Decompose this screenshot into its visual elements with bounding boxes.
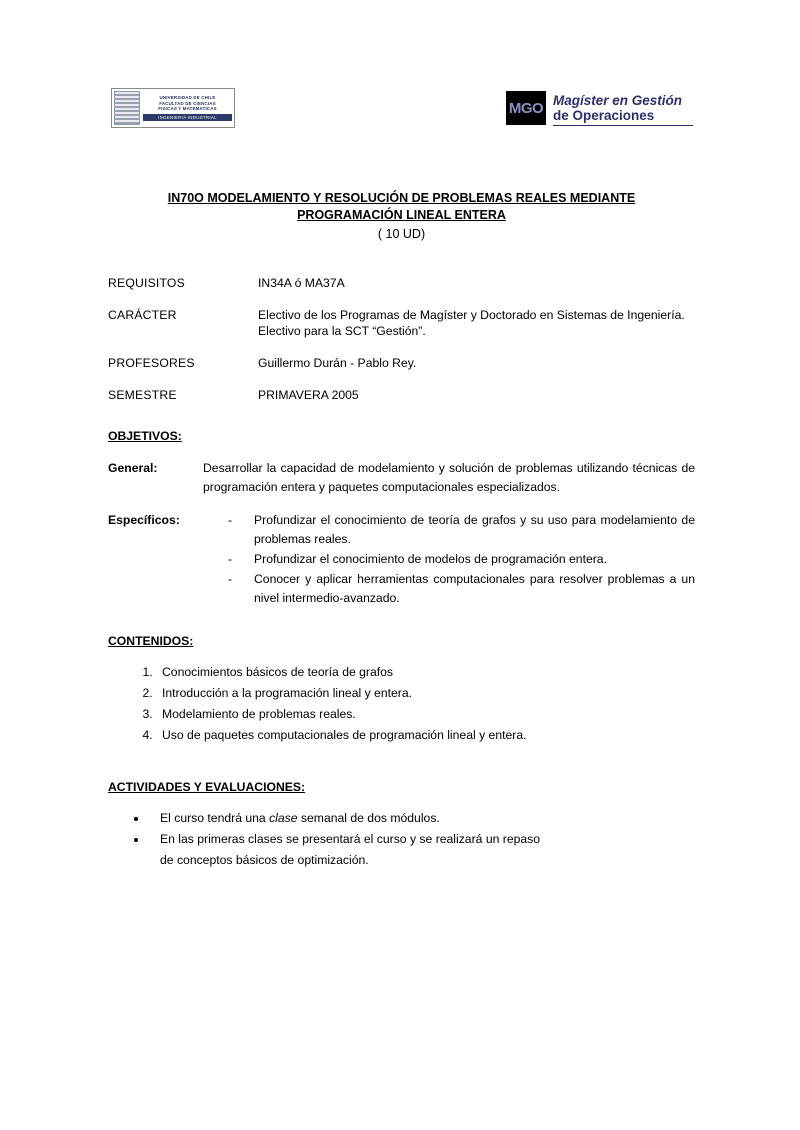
title-line-1: IN70O MODELAMIENTO Y RESOLUCIÓN DE PROBLEMAS REALES MEDIANTE [167, 191, 636, 205]
info-value-requisitos: IN34A ó MA37A [258, 276, 345, 290]
objetivo-general-label: General: [108, 461, 158, 475]
list-item-text-italic: clase [269, 811, 298, 825]
dash-marker: - [228, 513, 233, 527]
section-heading-contenidos: CONTENIDOS: [108, 634, 194, 648]
logo-band: INGENIERIA INDUSTRIAL [143, 114, 232, 121]
logo-line-2: FACULTAD DE CIENCIAS [159, 100, 216, 106]
course-info-table [108, 275, 695, 403]
universidad-de-chile-logo [111, 88, 235, 128]
info-row-requisitos [108, 275, 695, 291]
list-item: 1. Conocimientos básicos de teoría de grafos [156, 662, 695, 683]
logo-line-3: FISICAS Y MATEMATICAS [158, 106, 217, 112]
mgo-mark-icon [506, 91, 546, 125]
objetivo-general [108, 459, 695, 497]
dash-marker: - [228, 572, 233, 586]
list-item-text-pre: En las primeras clases se presentará el curso y se realizará un repaso [160, 832, 541, 846]
list-item [148, 829, 695, 871]
section-heading-objetivos: OBJETIVOS: [108, 429, 182, 443]
list-item [228, 570, 695, 608]
mgo-line-1: Magíster en Gestión [553, 93, 683, 108]
title-line-2: PROGRAMACIÓN LINEAL ENTERA [297, 208, 506, 222]
list-item [148, 808, 695, 829]
list-item: 3. Modelamiento de problemas reales. [156, 704, 695, 725]
info-label-caracter: CARÁCTER [108, 308, 177, 322]
page-title [108, 190, 695, 224]
list-item [228, 550, 695, 569]
mgo-mark-text: MGO [508, 99, 544, 117]
list-item-text: Conocer y aplicar herramientas computacionales para resolver problemas a un nivel intermedio-avanzado. [254, 572, 695, 605]
list-item [228, 511, 695, 549]
list-item-text-post: semanal de dos módulos. [297, 811, 440, 825]
list-item-text-pre: El curso tendrá una [160, 811, 270, 825]
mgo-line-2: de Operaciones [553, 108, 655, 123]
list-item-text: Profundizar el conocimiento de teoría de grafos y su uso para modelamiento de problemas reales. [254, 513, 695, 546]
info-value-profesores: Guillermo Durán - Pablo Rey. [258, 356, 417, 370]
objetivos-especificos [108, 511, 695, 608]
mgo-logo-text [553, 93, 682, 123]
info-value-semestre: PRIMAVERA 2005 [258, 388, 359, 402]
objetivos-especificos-label: Específicos: [108, 513, 180, 527]
list-item: 2. Introducción a la programación lineal y entera. [156, 683, 695, 704]
mgo-underline [553, 125, 693, 126]
logo-line-1: UNIVERSIDAD DE CHILE [159, 95, 216, 101]
mgo-logo [506, 86, 682, 130]
info-label-profesores: PROFESORES [108, 356, 195, 370]
contenidos-list [108, 662, 695, 746]
list-item-text-continuation: de conceptos básicos de optimización. [160, 853, 369, 867]
crest-icon [114, 91, 140, 125]
info-label-semestre: SEMESTRE [108, 388, 177, 402]
dash-marker: - [228, 552, 233, 566]
objetivos-especificos-list [228, 511, 695, 608]
actividades-list [108, 808, 695, 871]
title-credits: ( 10 UD) [377, 227, 426, 241]
info-value-caracter: Electivo de los Programas de Magíster y Doctorado en Sistemas de Ingeniería. Electivo para la SCT “Gestión”. [258, 308, 685, 338]
info-row-profesores [108, 355, 695, 371]
list-item: 4. Uso de paquetes computacionales de programación lineal y entera. [156, 725, 695, 746]
header-logos [108, 80, 695, 140]
info-row-caracter [108, 307, 695, 339]
info-label-requisitos: REQUISITOS [108, 276, 185, 290]
section-heading-actividades: ACTIVIDADES Y EVALUACIONES: [108, 780, 306, 794]
universidad-logo-text [143, 89, 234, 127]
list-item-text: Profundizar el conocimiento de modelos de programación entera. [254, 552, 607, 566]
info-row-semestre [108, 387, 695, 403]
objetivo-general-text: Desarrollar la capacidad de modelamiento y solución de problemas utilizando técnicas de programación entera y paquetes computacionales especializados. [203, 461, 695, 494]
